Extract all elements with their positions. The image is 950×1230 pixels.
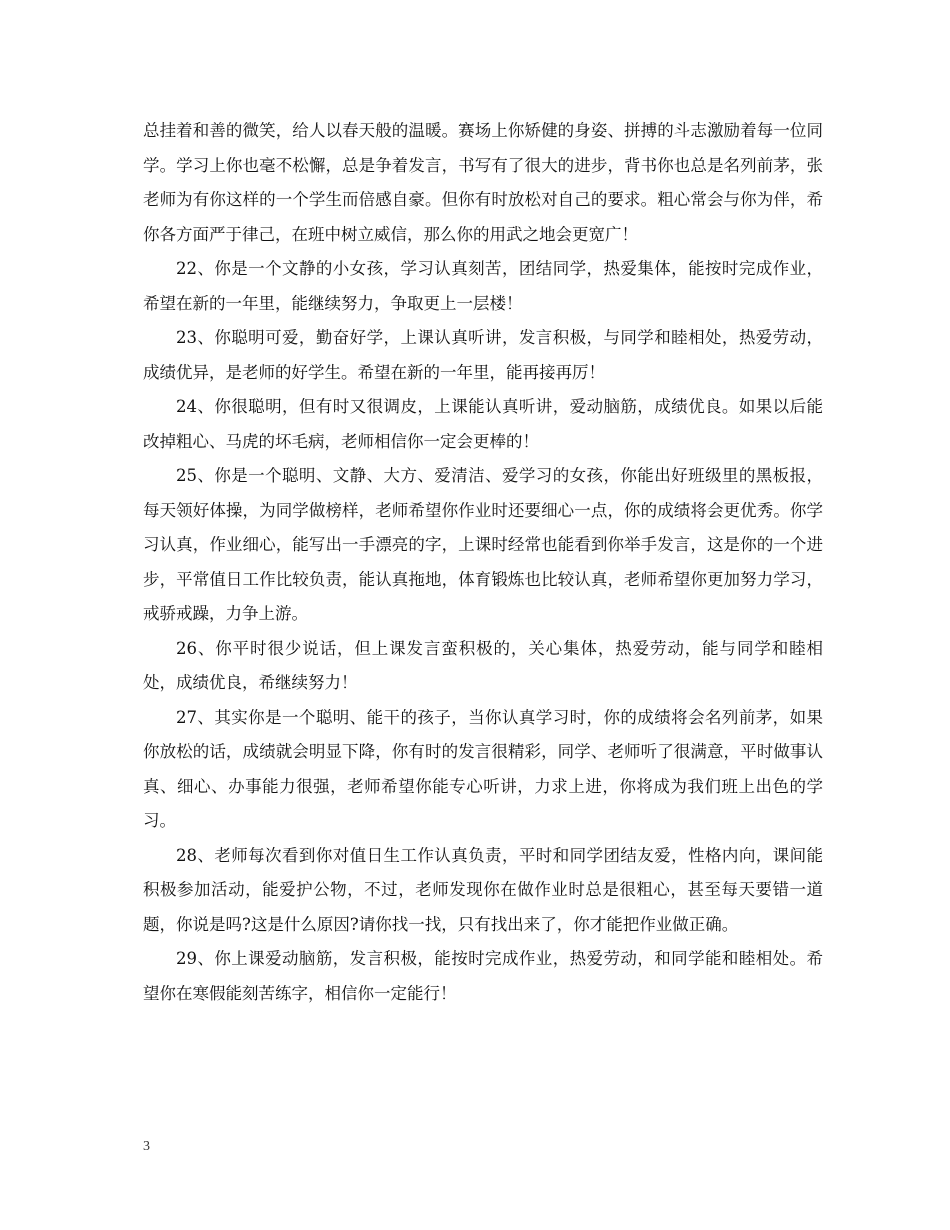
paragraph-24: 24、你很聪明，但有时又很调皮，上课能认真听讲，爱动脑筋，成绩优良。如果以后能改掉粗心、马虎的坏毛病，老师相信你一定会更棒的！ [143, 397, 823, 451]
paragraph-28: 28、老师每次看到你对值日生工作认真负责，平时和同学团结友爱，性格内向，课间能积极参加活动，能爱护公物，不过，老师发现你在做作业时总是很粗心，甚至每天要错一道题，你说是吗?这是什么原因?请你找一找，只有找出来了，你才能把作业做正确。 [143, 845, 823, 934]
paragraph-23: 23、你聪明可爱，勤奋好学，上课认真听讲，发言积极，与同学和睦相处，热爱劳动，成绩优异，是老师的好学生。希望在新的一年里，能再接再厉！ [143, 328, 823, 382]
paragraph-29: 29、你上课爱动脑筋，发言积极，能按时完成作业，热爱劳动，和同学能和睦相处。希望你在寒假能刻苦练字，相信你一定能行！ [143, 949, 823, 1003]
paragraph-continuation: 总挂着和善的微笑，给人以春天般的温暖。赛场上你矫健的身姿、拼搏的斗志激励着每一位同学。学习上你也毫不松懈，总是争着发言，书写有了很大的进步，背书你也总是名列前茅，张老师为有你这样的一个学生而倍感自豪。但你有时放松对自己的要求。粗心常会与你为伴，希你各方面严于律己，在班中树立威信，那么你的用武之地会更宽广！ [143, 121, 823, 244]
document-body [143, 114, 823, 1011]
paragraph-22: 22、你是一个文静的小女孩，学习认真刻苦，团结同学，热爱集体，能按时完成作业，希望在新的一年里，能继续努力，争取更上一层楼！ [143, 259, 823, 313]
page-number: 3 [143, 1139, 150, 1154]
paragraph-25: 25、你是一个聪明、文静、大方、爱清洁、爱学习的女孩，你能出好班级里的黑板报，每天领好体操，为同学做榜样，老师希望你作业时还要细心一点，你的成绩将会更优秀。你学习认真，作业细心，能写出一手漂亮的字，上课时经常也能看到你举手发言，这是你的一个进步，平常值日工作比较负责，能认真拖地，体育锻炼也比较认真，老师希望你更加努力学习，戒骄戒躁，力争上游。 [143, 466, 823, 623]
paragraph-26: 26、你平时很少说话，但上课发言蛮积极的，关心集体，热爱劳动，能与同学和睦相处，成绩优良，希继续努力！ [143, 638, 823, 692]
paragraph-27: 27、其实你是一个聪明、能干的孩子，当你认真学习时，你的成绩将会名列前茅，如果你放松的话，成绩就会明显下降，你有时的发言很精彩，同学、老师听了很满意，平时做事认真、细心、办事能力很强，老师希望你能专心听讲，力求上进，你将成为我们班上出色的学习。 [143, 707, 823, 830]
